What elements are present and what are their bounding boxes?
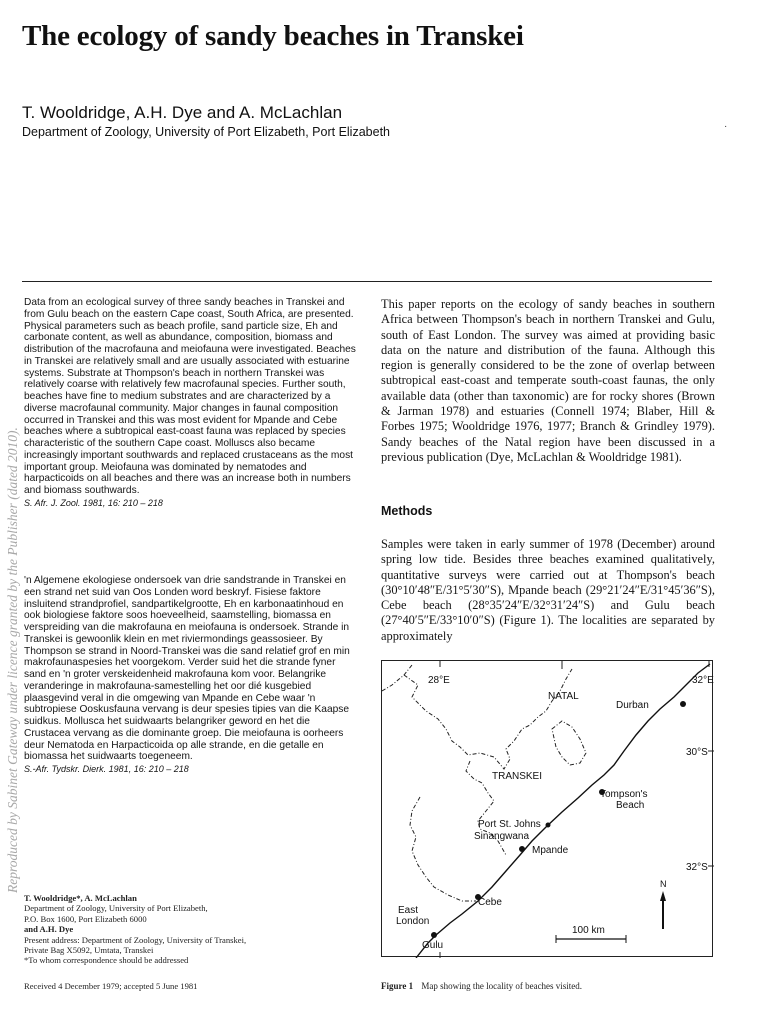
- stray-mark: ·: [724, 121, 728, 132]
- locality-map: [381, 660, 713, 957]
- port-st-johns-marker: [546, 823, 551, 828]
- place-label-durban: Durban: [616, 700, 649, 711]
- methods-paragraph: Samples were taken in early summer of 1978 (December) around spring low tide. Besides three beaches examined qualitatively, quantitative surveys were carried out at Thompson's beach (30°10′48″E/31°5′30″S), Mpande beach (29°21′24″E/31°45′36″S), Cebe beach (28°35′24″E/32°31′24″S) and Gulu beach (27°40′5″E/33°10′0″S) (Figure 1). The localities are separated by approximately: [381, 537, 715, 643]
- abstract-afrikaans-citation: S.-Afr. Tydskr. Dierk. 1981, 16: 210 – 218: [24, 764, 189, 774]
- address-coauthor: and A.H. Dye: [24, 924, 74, 935]
- place-label-east: East: [398, 905, 419, 916]
- place-label-sinangwana: Sinangwana: [474, 831, 530, 842]
- latitude-label-32: 32°S: [686, 862, 708, 873]
- figure-label: Figure 1: [381, 981, 414, 991]
- header-divider: [22, 281, 712, 282]
- gulu-marker: [431, 932, 437, 938]
- abstract-afrikaans: [24, 575, 358, 776]
- northwest-border: [382, 665, 412, 691]
- scale-label: 100 km: [572, 925, 605, 936]
- enclave-border: [552, 721, 586, 765]
- introduction-paragraph: This paper reports on the ecology of sandy beaches in southern Africa between Thompson's beach in northern Transkei and Gulu, south of East London. The survey was aimed at providing basic data on the nature and distribution of the fauna. Although this region is generally considered to be the zone of overlap between subtropical east-coast and temperate south-coast faunas, the only available data (other than taxonomic) are for rocky shores (Brown & Jarman 1978) and estuaries (Connell 1974; Blaber, Hill & Forbes 1975; Wooldridge 1976, 1977; Branch & Grindley 1979). Sandy beaches of the Natal region have been discussed in a previous publication (Dye, McLachlan & Wooldridge 1981).: [381, 297, 715, 464]
- durban-marker: [680, 701, 686, 707]
- latitude-label-30: 30°S: [686, 747, 708, 758]
- correspondence-note: *To whom correspondence should be addressed: [24, 955, 189, 966]
- place-label-thompsons: Tompson's: [600, 789, 648, 800]
- place-label-gulu: Gulu: [422, 940, 444, 951]
- north-arrow-icon: [660, 891, 666, 929]
- affiliation: Department of Zoology, University of Port Elizabeth, Port Elizabeth: [22, 125, 390, 139]
- correspondence-address: [24, 893, 354, 966]
- abstract-english-citation: S. Afr. J. Zool. 1981, 16: 210 – 218: [24, 497, 163, 508]
- mpande-marker: [519, 846, 525, 852]
- western-border: [410, 797, 476, 901]
- address-authors: T. Wooldridge*, A. McLachlan: [24, 893, 137, 903]
- place-label-beach: Beach: [616, 800, 645, 811]
- longitude-label-32: 32°E: [692, 675, 714, 686]
- region-label-transkei: TRANSKEI: [492, 771, 543, 782]
- received-dates: Received 4 December 1979; accepted 5 June 1981: [24, 981, 198, 991]
- figure-caption-text: Map showing the locality of beaches visited.: [421, 981, 583, 991]
- address-line: P.O. Box 1600, Port Elizabeth 6000: [24, 913, 147, 924]
- place-label-mpande: Mpande: [532, 845, 569, 856]
- address-line: Present address: Department of Zoology, University of Transkei,: [24, 934, 247, 945]
- region-label-natal: NATAL: [548, 691, 579, 702]
- author-list: T. Wooldridge, A.H. Dye and A. McLachlan: [22, 103, 343, 122]
- map-svg: [382, 661, 714, 958]
- reproduction-notice-text: Reproduced by Sabinet Gateway under licence granted by the Publisher (dated 2010).: [5, 427, 20, 893]
- abstract-afrikaans-text: 'n Algemene ekologiese ondersoek van drie sandstrande in Transkei en een strand net suid van Oos Londen word beskryf. Fisiese faktore insluitend strandprofiel, sandpartikelgrootte, Eh en karbonaatinhoud en ook biologiese faktore soos hoeveelheid, saamstelling, biomassa en verspreiding van die makrofauna en meiofauna is ondersoek. Strande in Transkei is gewoonlik klein en met riviermondings geassosieer. By Thompson se strand in Noord-Transkei was die sand relatief grof en min makrofaunaspesies het voorgekom. Verder suid het die strande fyner sand en 'n groter verskeidenheid makrofauna kom voor. Belangrike veranderinge in makrofauna-samestelling het oor dié kusgebied plaasgevind veral in die omgewing van Mpande en Cebe waar 'n subtropiese Ooskusfauna vervang is deur spesies tipies van die Kaapse suidkus. Mollusca het suidwaarts belangriker geword en het die Crustacea vervang as die dominante groep. Die meiofauna is oorheers deur Nematoda en Harpacticoida op alle strande, en die getalle en biomassa het suidwaarts toegeneem.: [24, 575, 350, 763]
- paper-title: The ecology of sandy beaches in Transkei: [22, 20, 524, 52]
- methods-heading: Methods: [381, 504, 433, 518]
- abstract-english-text: Data from an ecological survey of three sandy beaches in Transkei and from Gulu beach on the eastern Cape coast, South Africa, are presented. Physical parameters such as beach profile, sand particle size, Eh and carbonate content, as well as abundance, composition, biomass and distribution of the macrofauna and meiofauna were investigated. Beaches in Transkei are relatively small and are usually associated with estuarine systems. Substrate at Thompson's beach in northern Transkei was relatively coarse with relatively few macrofaunal species. Further south, beaches have fine to medium substrates and are characterized by a diverse macrofaunal community. Major changes in faunal composition occurred in Transkei and this was most evident for Mpande and Cebe beaches where a subtropical east-coast fauna was replaced by species characteristic of the southern Cape coast. Molluscs also became increasingly important southwards and replaced crustaceans as the most important group. Meiofauna was dominated by nematodes and harpacticoids on all beaches and there was an increase both in numbers and biomass southwards.: [24, 297, 356, 496]
- reproduction-notice: [2, 300, 24, 1020]
- north-label: N: [660, 879, 667, 889]
- abstract-english: [24, 297, 358, 510]
- figure-caption: [381, 981, 582, 991]
- place-label-cebe: Cebe: [478, 897, 502, 908]
- place-label-port-st-johns: Port St. Johns: [478, 819, 541, 830]
- address-line: Department of Zoology, University of Port Elizabeth,: [24, 903, 208, 914]
- longitude-label-28: 28°E: [428, 675, 450, 686]
- place-label-london: London: [396, 916, 430, 927]
- address-line: Private Bag X5092, Umtata, Transkei: [24, 945, 154, 956]
- coastline: [416, 664, 710, 958]
